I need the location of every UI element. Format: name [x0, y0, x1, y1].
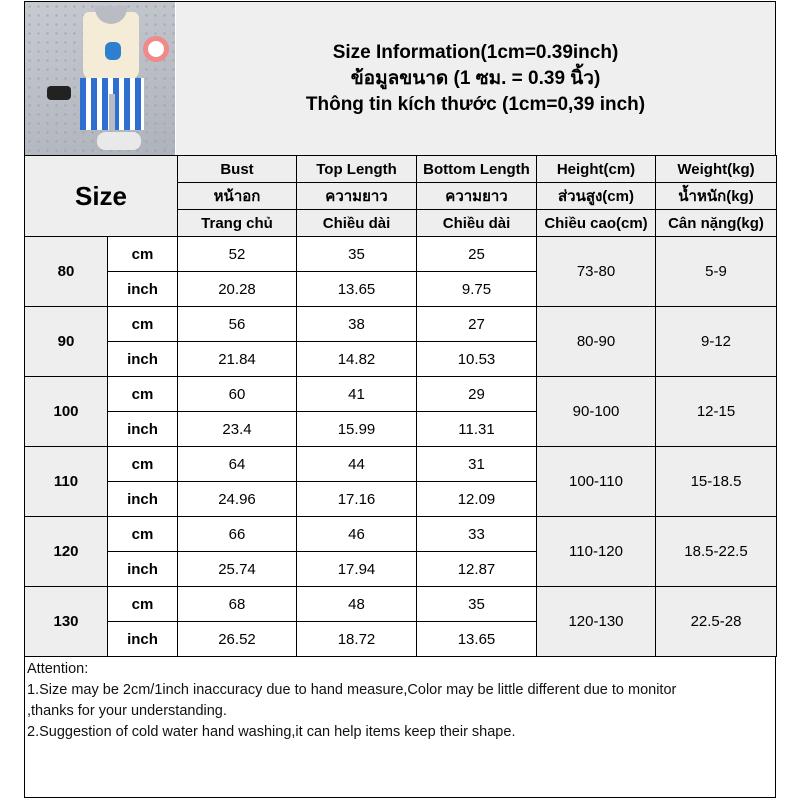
cell-weight: 12-15: [656, 377, 777, 447]
cell-bottom-length-inch: 13.65: [417, 622, 537, 657]
header-row-english: [25, 156, 777, 183]
cell-height: 73-80: [537, 237, 656, 307]
photo-ball: [143, 36, 169, 62]
size-information-header: [176, 2, 775, 155]
size-row-cm: [25, 447, 777, 482]
cell-height: 110-120: [537, 517, 656, 587]
cell-weight: 15-18.5: [656, 447, 777, 517]
unit-inch: inch: [108, 412, 178, 447]
cell-bust-inch: 25.74: [178, 552, 297, 587]
cell-weight: 5-9: [656, 237, 777, 307]
notes-line-1: 1.Size may be 2cm/1inch inaccuracy due to hand measure,Color may be little different due to monitor: [27, 682, 677, 698]
cell-height: 90-100: [537, 377, 656, 447]
cell-top-length-inch: 15.99: [297, 412, 417, 447]
col-bust-vi: Trang chủ: [178, 210, 297, 237]
cell-bottom-length-inch: 12.09: [417, 482, 537, 517]
cell-top-length-inch: 18.72: [297, 622, 417, 657]
unit-cm: cm: [108, 447, 178, 482]
cell-bottom-length-cm: 27: [417, 307, 537, 342]
size-label: 80: [25, 237, 108, 307]
cell-top-length-cm: 44: [297, 447, 417, 482]
cell-bust-cm: 60: [178, 377, 297, 412]
notes-line-2: ,thanks for your understanding.: [27, 703, 227, 719]
cell-bottom-length-cm: 29: [417, 377, 537, 412]
cell-bottom-length-inch: 12.87: [417, 552, 537, 587]
attention-notes: [24, 658, 776, 798]
cell-bust-inch: 26.52: [178, 622, 297, 657]
col-bust-en: Bust: [178, 156, 297, 183]
unit-cm: cm: [108, 237, 178, 272]
photo-shoes: [97, 132, 141, 150]
size-label: 100: [25, 377, 108, 447]
col-top-length-vi: Chiều dài: [297, 210, 417, 237]
col-weight-vi: Cân nặng(kg): [656, 210, 777, 237]
cell-bottom-length-inch: 11.31: [417, 412, 537, 447]
cell-bust-inch: 23.4: [178, 412, 297, 447]
cell-bust-cm: 68: [178, 587, 297, 622]
size-label: 90: [25, 307, 108, 377]
photo-dino-print: [105, 42, 121, 60]
unit-cm: cm: [108, 517, 178, 552]
col-height-en: Height(cm): [537, 156, 656, 183]
photo-sunglasses: [47, 86, 71, 100]
unit-inch: inch: [108, 622, 178, 657]
header-thai: ข้อมูลขนาด (1 ซม. = 0.39 นิ้ว): [350, 67, 601, 89]
cell-top-length-inch: 17.94: [297, 552, 417, 587]
cell-bottom-length-cm: 25: [417, 237, 537, 272]
cell-top-length-cm: 38: [297, 307, 417, 342]
header-vietnamese: Thông tin kích thước (1cm=0,39 inch): [305, 93, 646, 115]
col-weight-en: Weight(kg): [656, 156, 777, 183]
size-header: Size: [25, 156, 178, 237]
cell-top-length-inch: 14.82: [297, 342, 417, 377]
cell-bottom-length-inch: 10.53: [417, 342, 537, 377]
unit-inch: inch: [108, 552, 178, 587]
unit-inch: inch: [108, 342, 178, 377]
col-height-vi: Chiều cao(cm): [537, 210, 656, 237]
col-bottom-length-vi: Chiều dài: [417, 210, 537, 237]
size-row-cm: [25, 377, 777, 412]
size-label: 120: [25, 517, 108, 587]
col-height-th: ส่วนสูง(cm): [537, 183, 656, 210]
cell-bust-inch: 21.84: [178, 342, 297, 377]
col-top-length-en: Top Length: [297, 156, 417, 183]
col-top-length-th: ความยาว: [297, 183, 417, 210]
header-english: Size Information(1cm=0.39inch): [332, 41, 619, 63]
notes-line-3: 2.Suggestion of cold water hand washing,it can help items keep their shape.: [27, 724, 516, 740]
photo-striped-shorts: [80, 78, 144, 130]
size-row-cm: [25, 517, 777, 552]
unit-cm: cm: [108, 587, 178, 622]
cell-bust-inch: 24.96: [178, 482, 297, 517]
unit-inch: inch: [108, 482, 178, 517]
cell-weight: 9-12: [656, 307, 777, 377]
col-bottom-length-th: ความยาว: [417, 183, 537, 210]
cell-bottom-length-inch: 9.75: [417, 272, 537, 307]
size-table: [24, 155, 777, 657]
cell-bust-inch: 20.28: [178, 272, 297, 307]
cell-top-length-cm: 41: [297, 377, 417, 412]
cell-bottom-length-cm: 35: [417, 587, 537, 622]
cell-bust-cm: 56: [178, 307, 297, 342]
cell-bust-cm: 52: [178, 237, 297, 272]
size-row-cm: [25, 587, 777, 622]
cell-height: 120-130: [537, 587, 656, 657]
cell-weight: 22.5-28: [656, 587, 777, 657]
cell-top-length-inch: 17.16: [297, 482, 417, 517]
cell-top-length-inch: 13.65: [297, 272, 417, 307]
cell-top-length-cm: 48: [297, 587, 417, 622]
cell-bust-cm: 64: [178, 447, 297, 482]
unit-inch: inch: [108, 272, 178, 307]
cell-weight: 18.5-22.5: [656, 517, 777, 587]
product-photo: [25, 2, 175, 155]
unit-cm: cm: [108, 377, 178, 412]
size-row-cm: [25, 237, 777, 272]
cell-height: 100-110: [537, 447, 656, 517]
size-label: 110: [25, 447, 108, 517]
cell-bust-cm: 66: [178, 517, 297, 552]
col-bust-th: หน้าอก: [178, 183, 297, 210]
col-bottom-length-en: Bottom Length: [417, 156, 537, 183]
cell-bottom-length-cm: 33: [417, 517, 537, 552]
cell-height: 80-90: [537, 307, 656, 377]
size-label: 130: [25, 587, 108, 657]
size-row-cm: [25, 307, 777, 342]
cell-top-length-cm: 35: [297, 237, 417, 272]
col-weight-th: น้ำหนัก(kg): [656, 183, 777, 210]
cell-top-length-cm: 46: [297, 517, 417, 552]
unit-cm: cm: [108, 307, 178, 342]
cell-bottom-length-cm: 31: [417, 447, 537, 482]
notes-title: Attention:: [27, 661, 89, 677]
